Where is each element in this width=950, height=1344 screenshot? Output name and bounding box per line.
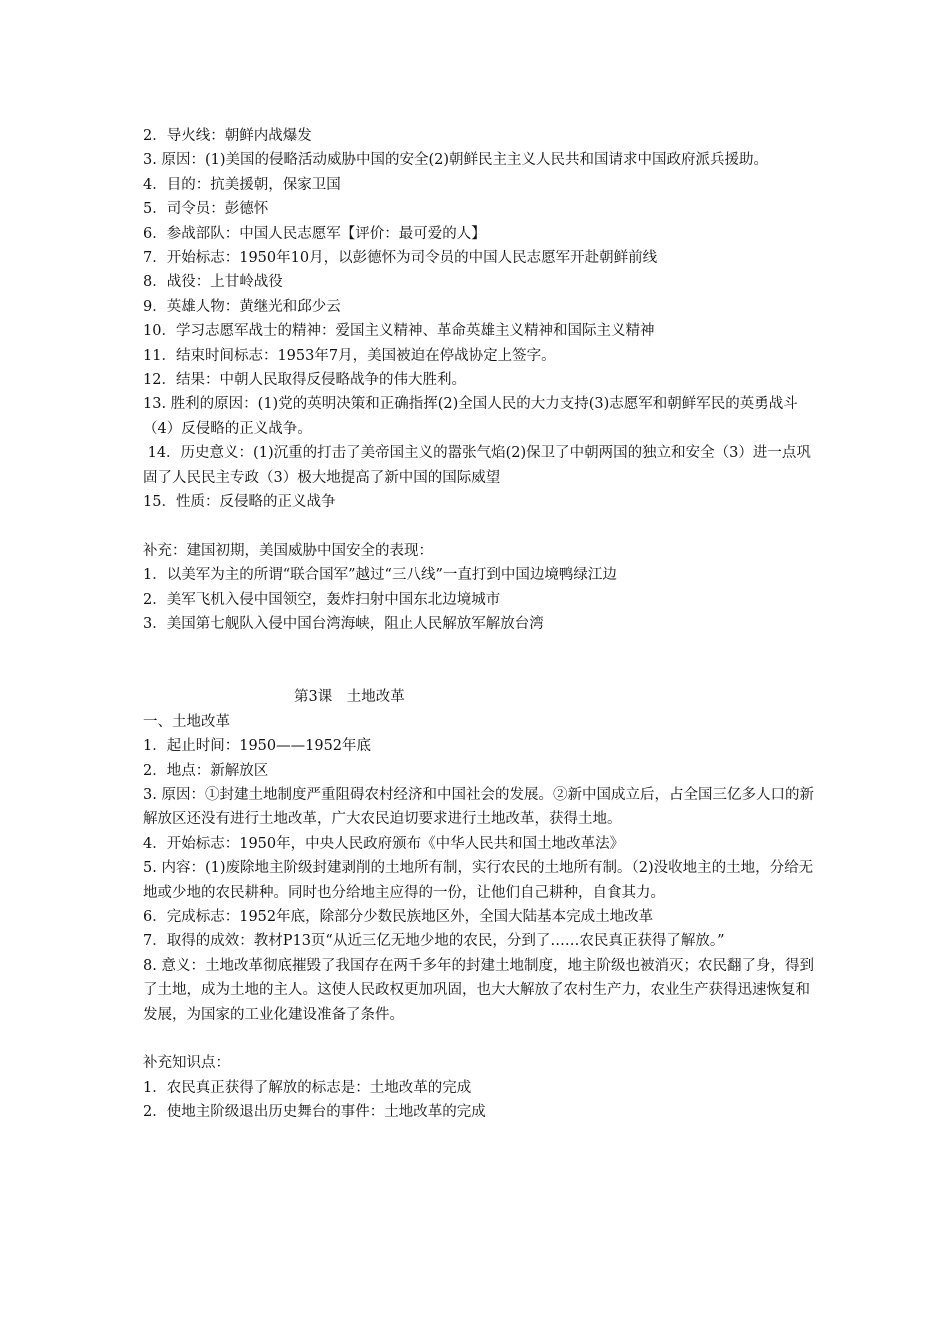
spacer: [143, 637, 823, 686]
list-item: 14．历史意义：(1)沉重的打击了美帝国主义的嚣张气焰(2)保卫了中朝两国的独立和安全（3）进一点巩固了人民民主专政（3）极大地提高了新中国的国际威望: [143, 445, 811, 486]
list-item: 1．以美军为主的所谓“联合国军”越过“三八线”一直打到中国边境鸭绿江边: [143, 567, 617, 584]
list-item: 2．使地主阶级退出历史舞台的事件：土地改革的完成: [143, 1104, 486, 1121]
list-item: 5．司令员：彭德怀: [143, 201, 269, 218]
list-item: 1．农民真正获得了解放的标志是：土地改革的完成: [143, 1079, 472, 1096]
list-item: 9．英雄人物：黄继光和邱少云: [143, 298, 341, 315]
list-item: 4．开始标志：1950年，中央人民政府颁布《中华人民共和国土地改革法》: [143, 835, 625, 852]
list-item: 2．美军飞机入侵中国领空，轰炸扫射中国东北边境城市: [143, 591, 501, 608]
list-item: 6．完成标志：1952年底，除部分少数民族地区外，全国大陆基本完成土地改革: [143, 908, 654, 925]
supplement-knowledge-section: [143, 1051, 823, 1124]
section-heading: 一、土地改革: [143, 713, 230, 730]
list-item: 12．结果：中朝人民取得反侵略战争的伟大胜利。: [143, 372, 466, 389]
list-item: 3．美国第七舰队入侵中国台湾海峡，阻止人民解放军解放台湾: [143, 616, 544, 633]
list-item: 3. 原因：(1)美国的侵略活动威胁中国的安全(2)朝鲜民主主义人民共和国请求中国政府派兵援助。: [143, 152, 769, 169]
list-item: 8. 意义：土地改革彻底摧毁了我国存在两千多年的封建土地制度，地主阶级也被消灭；农民翻了身，得到了土地，成为土地的主人。这使人民政权更加巩固，也大大解放了农村生产力，农业生产获得迅速恢复和发展，为国家的工业化建设准备了条件。: [143, 957, 814, 1023]
document-page: [143, 124, 823, 1125]
list-item: 7．取得的成效：教材P13页“从近三亿无地少地的农民，分到了……农民真正获得了解放。”: [143, 933, 725, 950]
list-item: 1．起止时间：1950——1952年底: [143, 738, 372, 755]
lesson-title: 第3课 土地改革: [294, 689, 405, 706]
list-item: 2．地点：新解放区: [143, 762, 269, 779]
list-item: 10．学习志愿军战士的精神：爱国主义精神、革命英雄主义精神和国际主义精神: [143, 323, 655, 340]
list-item: 7．开始标志：1950年10月，以彭德怀为司令员的中国人民志愿军开赴朝鲜前线: [143, 250, 658, 267]
land-reform-section: [143, 710, 823, 1027]
list-item: 8．战役：上甘岭战役: [143, 274, 283, 291]
list-item: 2．导火线：朝鲜内战爆发: [143, 128, 312, 144]
list-item: 6．参战部队：中国人民志愿军【评价：最可爱的人】: [143, 225, 486, 242]
korean-war-section: [143, 124, 823, 515]
list-item: 15．性质：反侵略的正义战争: [143, 494, 336, 511]
spacer: [143, 1027, 823, 1051]
list-item: 11．结束时间标志：1953年7月，美国被迫在停战协定上签字。: [143, 347, 556, 364]
spacer: [143, 515, 823, 539]
supplement-heading: 补充：建国初期，美国威胁中国安全的表现：: [143, 542, 433, 559]
supplement-heading: 补充知识点：: [143, 1055, 230, 1072]
list-item: 3. 原因：①封建土地制度严重阻碍农村经济和中国社会的发展。②新中国成立后，占全国三亿多人口的新解放区还没有进行土地改革，广大农民迫切要求进行土地改革，获得土地。: [143, 786, 814, 828]
supplement-section: [143, 539, 823, 637]
list-item: 13. 胜利的原因：(1)党的英明决策和正确指挥(2)全国人民的大力支持(3)志愿军和朝鲜军民的英勇战斗（4）反侵略的正义战争。: [143, 396, 798, 437]
list-item: 4．目的：抗美援朝，保家卫国: [143, 176, 341, 193]
list-item: 5. 内容：(1)废除地主阶级封建剥削的土地所有制，实行农民的土地所有制。（2)没收地主的土地，分给无地或少地的农民耕种。同时也分给地主应得的一份，让他们自己耕种，自食其力。: [143, 860, 814, 901]
